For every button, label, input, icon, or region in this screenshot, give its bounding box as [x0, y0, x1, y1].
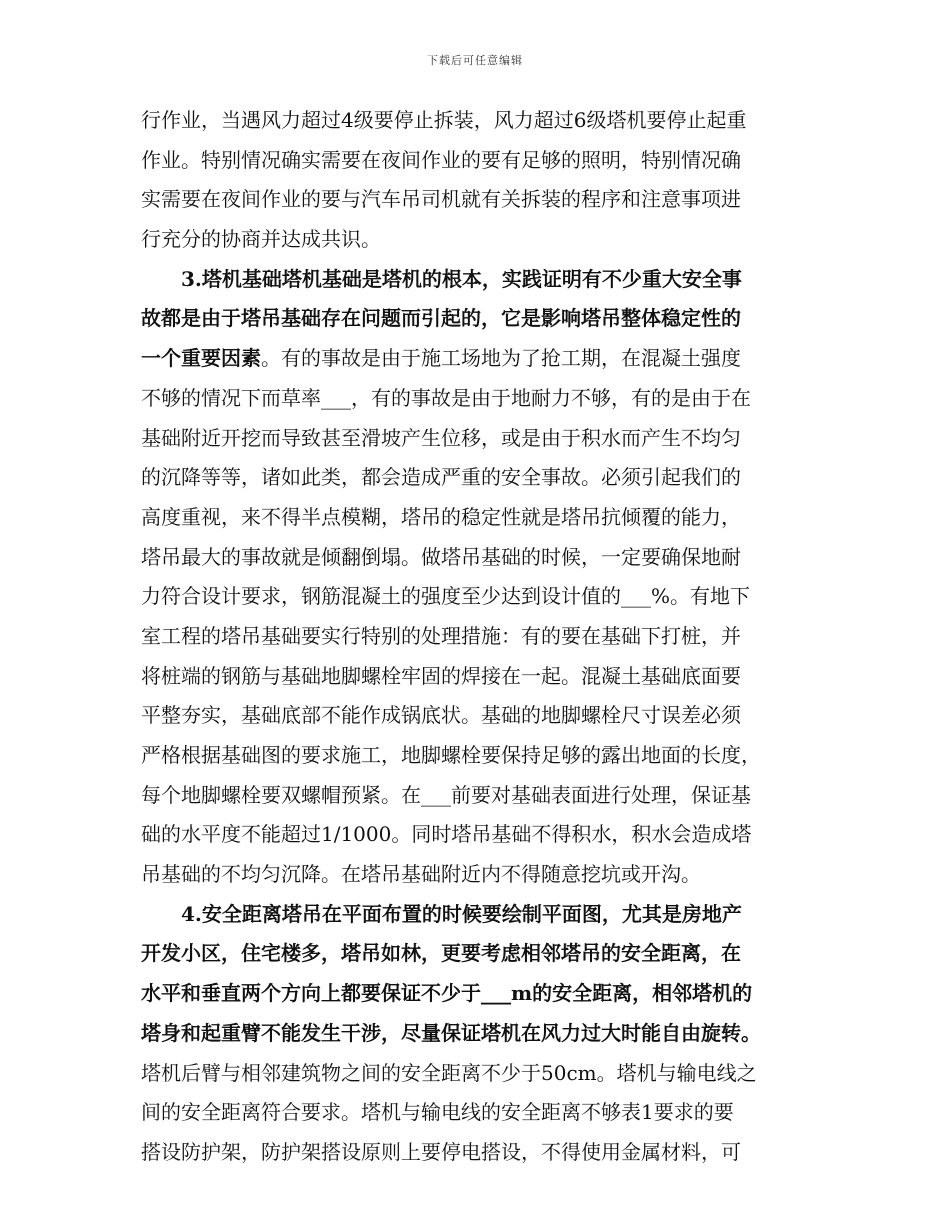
text-line: 开发小区，住宅楼多，塔吊如林，更要考虑相邻塔吊的安全距离，在	[141, 941, 741, 966]
text-run: 。有的事故是由于施工场地为了抢工期，在混凝土强度	[261, 346, 741, 371]
page-header: 下载后可任意编辑	[427, 54, 523, 67]
text-line: 每个地脚螺栓要双螺帽预紧。在___前要对基础表面进行处理，保证基	[141, 782, 751, 807]
text-line: 塔机后臂与相邻建筑物之间的安全距离不少于50cm。塔机与输电线之	[141, 1060, 757, 1085]
text-line: 础的水平度不能超过1/1000。同时塔吊基础不得积水，积水会造成塔	[141, 822, 752, 847]
text-line: 水平和垂直两个方向上都要保证不少于___m的安全距离，相邻塔机的	[141, 981, 753, 1006]
text-line: 高度重视，来不得半点模糊，塔吊的稳定性就是塔吊抗倾覆的能力，	[141, 504, 741, 529]
text-line: 力符合设计要求，钢筋混凝土的强度至少达到设计值的___%。有地下	[141, 584, 751, 609]
text-line: 作业。特别情况确实需要在夜间作业的要有足够的照明，特别情况确	[141, 147, 741, 172]
text-line: 将桩端的钢筋与基础地脚螺栓牢固的焊接在一起。混凝土基础底面要	[141, 663, 741, 688]
text-line: 故都是由于塔吊基础存在问题而引起的，它是影响塔吊整体稳定性的	[141, 306, 741, 331]
text-line: 的沉降等等，诸如此类，都会造成严重的安全事故。必须引起我们的	[141, 465, 741, 490]
text-line: 搭设防护架，防护架搭设原则上要停电搭设，不得使用金属材料，可	[141, 1139, 741, 1164]
text-line: 间的安全距离符合要求。塔机与输电线的安全距离不够表1要求的要	[141, 1100, 734, 1125]
bold-text-run: 一个重要因素	[141, 346, 261, 371]
text-line: 基础附近开挖而导致甚至滑坡产生位移，或是由于积水而产生不均匀	[141, 425, 741, 450]
text-line	[141, 339, 821, 379]
body-text	[141, 101, 821, 1173]
text-line: 平整夯实，基础底部不能作成锅底状。基础的地脚螺栓尺寸误差必须	[141, 703, 741, 728]
text-line: 塔吊最大的事故就是倾翻倒塌。做塔吊基础的时候，一定要确保地耐	[141, 544, 741, 569]
text-line: 不够的情况下而草率___，有的事故是由于地耐力不够，有的是由于在	[141, 385, 751, 410]
text-line: 4.安全距离塔吊在平面布置的时候要绘制平面图，尤其是房地产	[181, 901, 742, 926]
text-line: 严格根据基础图的要求施工，地脚螺栓要保持足够的露出地面的长度，	[141, 743, 761, 767]
text-line: 行作业，当遇风力超过4级要停止拆装，风力超过6级塔机要停止起重	[141, 108, 747, 132]
text-line: 3.塔机基础塔机基础是塔机的根本，实践证明有不少重大安全事	[181, 266, 742, 291]
text-line: 吊基础的不均匀沉降。在塔吊基础附近内不得随意挖坑或开沟。	[141, 862, 701, 887]
text-line: 塔身和起重臂不能发生干涉，尽量保证塔机在风力过大时能自由旋转。	[141, 1020, 761, 1045]
text-line: 室工程的塔吊基础要实行特别的处理措施：有的要在基础下打桩，并	[141, 623, 741, 648]
text-line: 实需要在夜间作业的要与汽车吊司机就有关拆装的程序和注意事项进	[141, 187, 741, 212]
text-line: 行充分的协商并达成共识。	[141, 227, 381, 252]
